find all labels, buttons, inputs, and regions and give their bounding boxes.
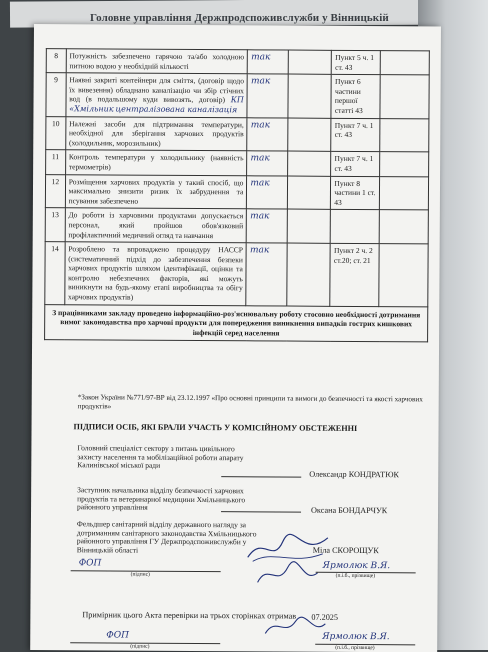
table-row	[46, 116, 429, 152]
row-reference	[331, 210, 380, 244]
signer-2-role: Заступник начальника відділу безпечності харчових продуктів та ветеринарної медицини Хмільницького районного управління	[77, 485, 246, 512]
row-reference: Пункт 7 ч. 1 ст. 43	[331, 152, 380, 176]
row-reference: Пункт 6 частини першої статті 43	[331, 75, 380, 119]
row-reference: Пункт 8 частини 1 ст. 43	[331, 176, 380, 210]
row-number: 9	[46, 73, 66, 116]
row-mark: так	[247, 151, 288, 175]
signer-3-role: Фельдшер санітарний відділу державного нагляду за дотриманням санітарного законодавства Хмільницького районного управління ГУ Держпродспоживслужби у Вінницькій області	[76, 519, 257, 555]
handwritten-note: КП «Хмільник	[69, 95, 244, 114]
row-extra	[380, 51, 429, 75]
caption: (підпис)	[130, 571, 150, 578]
row-blank	[288, 74, 332, 118]
fop-handwritten-2: ФОП	[106, 630, 129, 641]
signer-2-name: Оксана БОНДАРЧУК	[311, 505, 388, 516]
row-extra	[379, 210, 428, 244]
row-extra	[380, 118, 429, 152]
row-blank	[288, 118, 332, 152]
row-mark: так	[247, 175, 288, 209]
row-mark: так	[247, 74, 288, 118]
table-row	[45, 174, 428, 210]
row-requirement: До роботи із харчовими продуктами допускається персонал, який пройшов обов'язковий профілактичний медичний огляд та навчання	[65, 208, 247, 243]
row-blank	[287, 151, 331, 175]
document-page	[30, 24, 441, 652]
fop-handwritten-1: ФОП	[78, 558, 102, 569]
row-extra	[380, 75, 429, 119]
bottom-date: 07.2025	[311, 612, 339, 622]
table-row	[46, 49, 429, 76]
summary-text: З працівниками закладу проведено інформаційно-роз'яснювальну роботу стосовно необхідності дотримання вимог законодавства про харчові продукти для попередження виникнення випадків гострих кишкових інфекцій серед населення	[45, 304, 428, 342]
table-row	[45, 208, 428, 244]
checklist-table	[44, 48, 430, 343]
caption: (п.і.б., прізвище)	[335, 644, 375, 652]
signature-mark	[253, 557, 323, 592]
row-requirement: Розроблено та впроваджено процедуру НАССР (систематичний підхід до забезпечення безпеки харчових продуктів шляхом ідентифікації, оцінки та контролю небезпечних факторів, які можуть виникнути на будь-якому етапі виробництва та обігу харчових продуктів)	[65, 242, 247, 306]
summary-row	[45, 304, 428, 342]
signature-name-handwritten-2: Ярмолюк В.Я.	[322, 631, 390, 643]
row-requirement: Належні засоби для підтримання температури, необхідної для зберігання харчових продуктів (холодильник, морозильник)	[65, 116, 247, 151]
row-number: 10	[46, 116, 66, 150]
handwritten-note: централізована каналізація	[115, 104, 238, 115]
row-number: 14	[45, 242, 65, 305]
row-mark: так	[247, 117, 288, 151]
row-number: 11	[46, 150, 66, 174]
row-requirement: Наявні закриті контейнери для сміття, (договір щодо їх вивезення) обладнано каналізацію чи збір стічних вод (в подальшому куди вивозять, договір) КП «Хмільник централізована каналізація	[66, 73, 248, 117]
row-extra	[380, 152, 429, 176]
row-extra	[380, 176, 429, 210]
row-mark: так	[247, 209, 288, 243]
row-mark: так	[248, 50, 289, 74]
document-header: Головне управління Держпродспоживслужби у Вінницькій	[90, 12, 389, 24]
row-requirement: Розміщення харчових продуктів у такий спосіб, що максимально знизити ризик їх забруднення та псування забезпечено	[65, 174, 247, 209]
table-row	[46, 150, 429, 177]
row-blank	[287, 243, 331, 306]
row-mark: так	[246, 243, 287, 306]
signer-1-role: Головний спеціаліст сектору з питань цивільного захисту населення та мобілізаційної роботи апарату Калинівської міської ради	[77, 443, 244, 470]
row-blank	[288, 50, 332, 74]
row-number: 12	[45, 174, 65, 208]
caption: (п.і.б., прізвище)	[335, 572, 376, 580]
table-row	[46, 73, 429, 119]
row-blank	[287, 176, 331, 210]
signers-title: ПІДПИСИ ОСІБ, ЯКІ БРАЛИ УЧАСТЬ У КОМІСІЙНОМУ ОБСТЕЖЕННІ	[73, 422, 358, 433]
row-reference: Пункт 7 ч. 1 ст. 43	[331, 118, 380, 152]
table-row	[45, 242, 428, 307]
row-reference: Пункт 5 ч. 1 ст. 43	[332, 50, 381, 74]
row-number: 8	[46, 49, 66, 73]
signature-name-handwritten-1: Ярмолюк В.Я.	[322, 560, 391, 572]
signer-1-name: Олександр КОНДРАТЮК	[309, 469, 399, 480]
caption: (підпис)	[130, 643, 150, 650]
row-extra	[379, 244, 428, 307]
bottom-note: Примірник цього Акта перевірки на трьох сторінках отримав	[82, 610, 297, 621]
footnote: *Закон України №771/97-ВР від 23.12.1997 «Про основні принципи та вимоги до безпечності та якості харчових продуктів»	[77, 393, 423, 411]
row-number: 13	[45, 208, 65, 242]
row-requirement: Контроль температури у холодильнику (наявність термометрів)	[65, 150, 247, 175]
signer-3-name: Міла СКОРОЩУК	[312, 545, 379, 556]
row-reference: Пункт 2 ч. 2 ст.20; ст. 21	[330, 243, 379, 306]
row-requirement: Потужність забезпечено гарячою та/або холодною питною водою у необхідній кількості	[66, 49, 248, 74]
row-blank	[287, 209, 331, 243]
signature-line	[221, 476, 301, 477]
